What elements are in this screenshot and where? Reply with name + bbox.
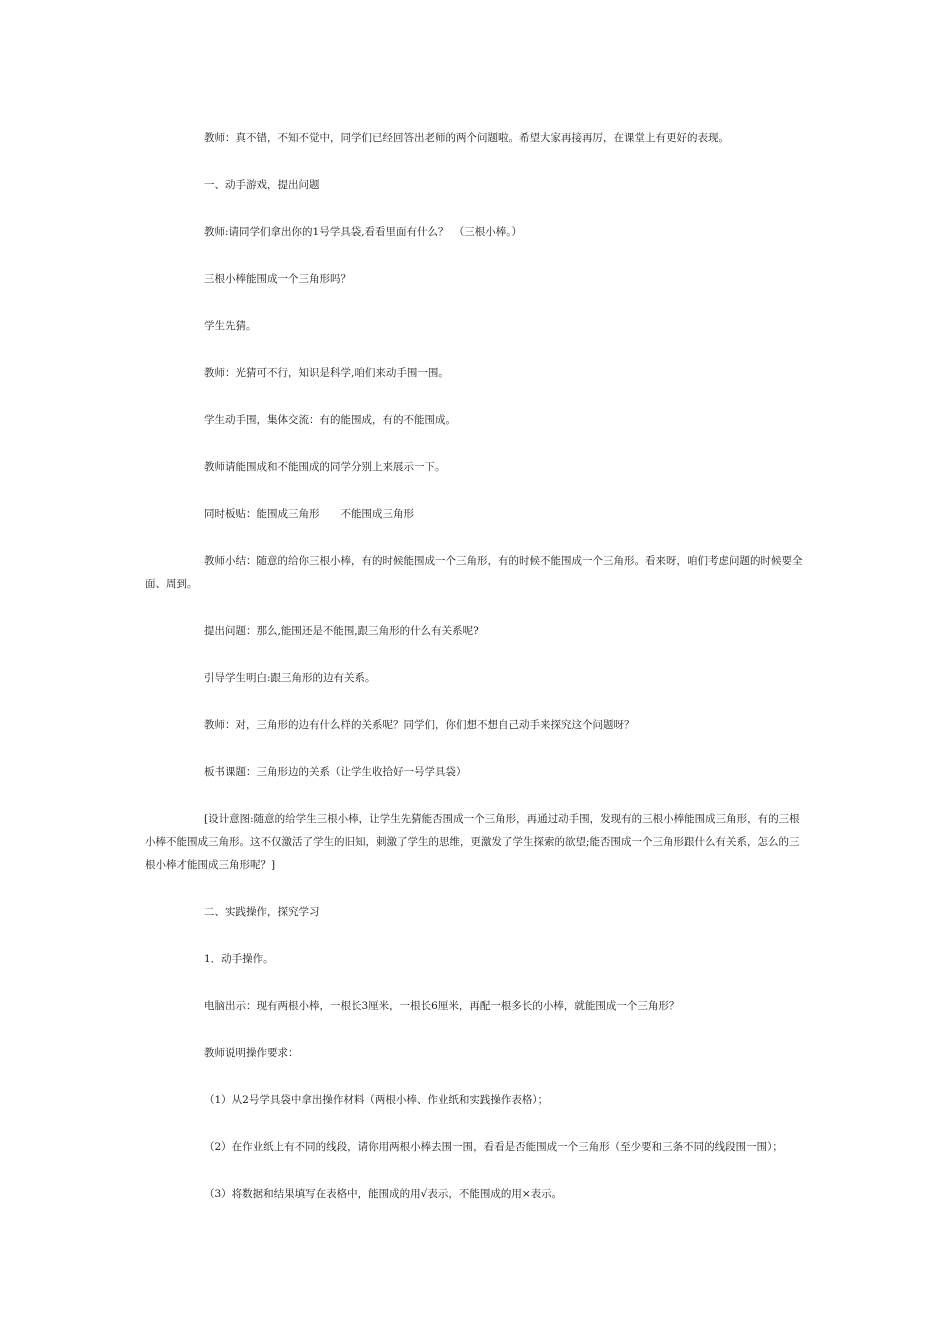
paragraph-student-guess: 学生先猜。 <box>204 320 257 332</box>
paragraph-design-intent: [设计意图:随意的给学生三根小棒，让学生先猜能否围成一个三角形，再通过动手围，发现有的三根小棒能围成三角形，有的三根小棒不能围成三角形。这不仅激活了学生的旧知，刺激了学生的思维，更激发了学生探索的欲望;能否围成一个三角形跟什么有关系，怎么的三根小棒才能围成三角形呢？] <box>145 813 800 871</box>
paragraph-question: 三根小棒能围成一个三角形吗？ <box>204 273 351 285</box>
paragraph-board-title: 板书课题：三角形边的关系（让学生收拾好一号学具袋） <box>204 766 467 778</box>
document-body <box>145 127 810 1206</box>
paragraph-step-1: 1．动手操作。 <box>204 953 274 965</box>
paragraph-board-post: 同时板贴：能围成三角形 不能围成三角形 <box>204 508 414 520</box>
paragraph-req-3: （3）将数据和结果填写在表格中，能围成的用√表示，不能围成的用×表示。 <box>204 1188 563 1200</box>
paragraph-teacher-explore: 教师：对，三角形的边有什么样的关系呢？同学们，你们想不想自己动手来探究这个问题呀？ <box>204 719 635 731</box>
paragraph-guide: 引导学生明白:跟三角形的边有关系。 <box>204 672 376 684</box>
paragraph-teacher-praise: 教师：真不错，不知不觉中，同学们已经回答出老师的两个问题啦。希望大家再接再厉，在课堂上有更好的表现。 <box>204 132 729 144</box>
paragraph-student-exchange: 学生动手围，集体交流：有的能围成，有的不能围成。 <box>204 414 456 426</box>
paragraph-requirements: 教师说明操作要求： <box>204 1047 299 1059</box>
paragraph-teacher-summary: 教师小结：随意的给你三根小棒，有的时候能围成一个三角形，有的时候不能围成一个三角形。看来呀，咱们考虑问题的时候要全面、周到。 <box>145 555 803 590</box>
section-heading-2: 二、实践操作，探究学习 <box>204 906 320 918</box>
paragraph-req-2: （2）在作业纸上有不同的线段，请你用两根小棒去围一围，看看是否能围成一个三角形（至少要和三条不同的线段围一围）； <box>204 1141 783 1153</box>
paragraph-raise-question: 提出问题：那么,能围还是不能围,跟三角形的什么有关系呢? <box>204 625 479 637</box>
paragraph-teacher-science: 教师：光猜可不行，知识是科学,咱们来动手围一围。 <box>204 367 449 379</box>
paragraph-teacher-show: 教师请能围成和不能围成的同学分别上来展示一下。 <box>204 461 446 473</box>
paragraph-req-1: （1）从2号学具袋中拿出操作材料（两根小棒、作业纸和实践操作表格）； <box>204 1094 549 1106</box>
section-heading-1: 一、动手游戏，提出问题 <box>204 179 320 191</box>
paragraph-teacher-bag: 教师:请同学们拿出你的1号学具袋,看看里面有什么？ （三根小棒。） <box>204 226 523 238</box>
paragraph-computer-show: 电脑出示：现有两根小棒，一根长3厘米，一根长6厘米，再配一根多长的小棒，就能围成一个三角形？ <box>204 1000 680 1012</box>
